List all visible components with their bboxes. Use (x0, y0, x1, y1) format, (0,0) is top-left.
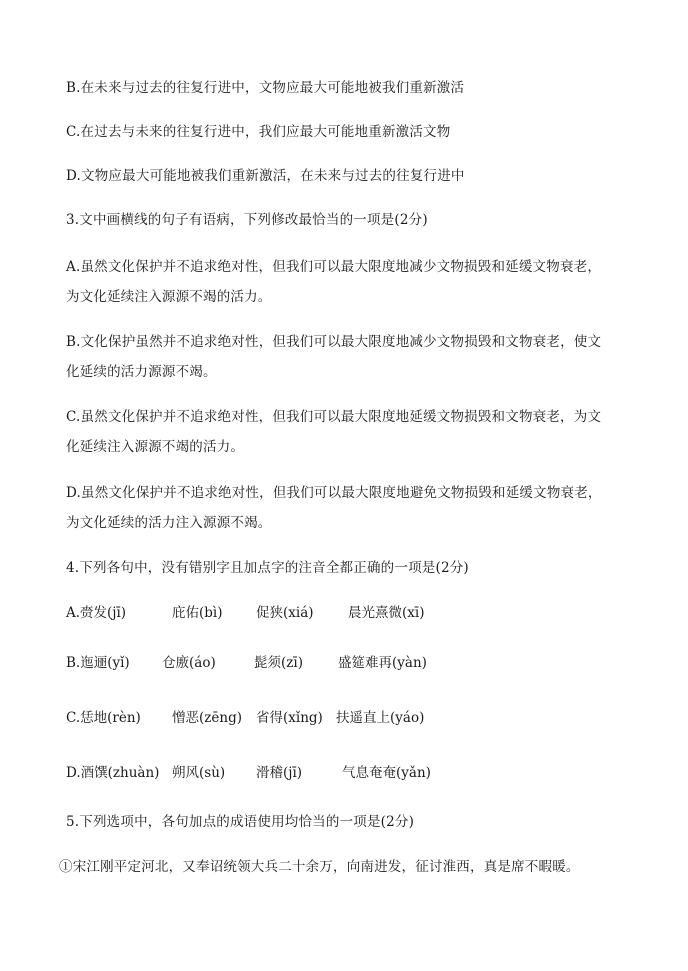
q4-c-item-4: 扶遥直上(yáo) (336, 710, 425, 726)
q2-option-d: D.文物应最大可能地被我们重新激活，在未来与过去的往复行进中 (66, 168, 465, 184)
q2-option-c: C.在过去与未来的往复行进中，我们应最大可能地重新激活文物 (66, 124, 451, 140)
q4-c-item-3: 省得(xǐng) (256, 710, 323, 726)
q3-option-d-line1: D.虽然文化保护并不追求绝对性，但我们可以最大限度地避免文物损毁和延缓文物衰老， (66, 485, 602, 501)
q4-c-item-1: C.恁地(rèn) (66, 710, 141, 726)
q3-option-a-line2: 为文化延续注入源源不竭的活力。 (66, 289, 272, 305)
q2-option-b: B.在未来与过去的往复行进中，文物应最大可能地被我们重新激活 (66, 80, 465, 96)
q4-a-item-1: A.赍发(jī) (66, 605, 127, 621)
q4-stem: 4.下列各句中，没有错别字且加点字的注音全都正确的一项是(2分) (66, 560, 469, 576)
q4-a-item-3: 促狭(xiá) (256, 605, 314, 621)
q4-d-item-4: 气息奄奄(yǎn) (342, 765, 431, 781)
q5-stem: 5.下列选项中，各句加点的成语使用均恰当的一项是(2分) (66, 814, 415, 830)
q4-a-item-4: 晨光熹微(xī) (348, 605, 425, 621)
q3-option-b-line1: B.文化保护虽然并不追求绝对性，但我们可以最大限度地减少文物损毁和文物衰老，使文 (66, 334, 602, 350)
q3-option-a-line1: A.虽然文化保护并不追求绝对性，但我们可以最大限度地减少文物损毁和延缓文物衰老， (66, 259, 602, 275)
q3-option-d-line2: 为文化延续的活力注入源源不竭。 (66, 515, 272, 531)
q4-d-item-1: D.酒馔(zhuàn) (66, 765, 160, 781)
q3-option-b-line2: 化延续的活力源源不竭。 (66, 364, 217, 380)
q3-option-c-line1: C.虽然文化保护并不追求绝对性，但我们可以最大限度地延缓文物损毁和文物衰老，为文 (66, 409, 602, 425)
q4-b-item-1: B.迤逦(yǐ) (66, 655, 130, 671)
q4-c-item-2: 憎恶(zēng) (172, 710, 242, 726)
q3-option-c-line2: 化延续注入源源不竭的活力。 (66, 439, 245, 455)
q5-item-1: ①宋江刚平定河北，又奉诏统领大兵二十余万，向南进发，征讨淮西，真是席不暇暖。 (59, 859, 580, 875)
q4-d-item-3: 滑稽(jī) (256, 765, 303, 781)
q4-b-item-3: 髭须(zī) (254, 655, 303, 671)
q4-b-item-4: 盛筵难再(yàn) (338, 655, 427, 671)
q4-a-item-2: 庇佑(bì) (172, 605, 223, 621)
q4-b-item-2: 仓廒(áo) (162, 655, 216, 671)
q4-d-item-2: 朔风(sù) (172, 765, 226, 781)
q3-stem: 3.文中画横线的句子有语病，下列修改最恰当的一项是(2分) (66, 212, 428, 228)
